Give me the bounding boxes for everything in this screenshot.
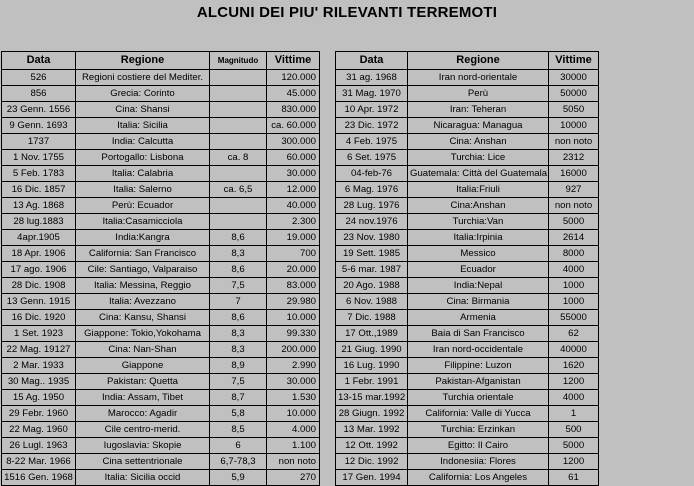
cell-vittime: 40000 (549, 342, 599, 358)
cell-data: 30 Mag.. 1935 (2, 374, 76, 390)
table-row (336, 470, 599, 486)
cell-data: 31 Mag. 1970 (336, 86, 408, 102)
cell-vittime: 927 (549, 182, 599, 198)
cell-magnitudo: 8,6 (210, 262, 267, 278)
cell-data: 23 Genn. 1556 (2, 102, 76, 118)
table-row (336, 214, 599, 230)
table-row (336, 438, 599, 454)
cell-data: 8-22 Mar. 1966 (2, 454, 76, 470)
cell-regione: Italia: Calabria (76, 166, 210, 182)
cell-regione: India:Kangra (76, 230, 210, 246)
header-vittime: Vittime (549, 52, 599, 70)
table-row (2, 374, 320, 390)
cell-vittime: 5000 (549, 214, 599, 230)
cell-data: 04-feb-76 (336, 166, 408, 182)
cell-regione: Iran nord-orientale (408, 70, 549, 86)
table-row (336, 326, 599, 342)
cell-regione: California: Valle di Yucca (408, 406, 549, 422)
table-row (2, 182, 320, 198)
cell-data: 13 Ag. 1868 (2, 198, 76, 214)
cell-regione: Guatemala: Città del Guatemala (408, 166, 549, 182)
cell-magnitudo (210, 102, 267, 118)
cell-vittime: 1.530 (267, 390, 320, 406)
cell-vittime: 5000 (549, 438, 599, 454)
cell-magnitudo: 8,9 (210, 358, 267, 374)
cell-regione: Perù: Ecuador (76, 198, 210, 214)
cell-magnitudo: 6 (210, 438, 267, 454)
cell-magnitudo: ca. 6,5 (210, 182, 267, 198)
table-row (336, 246, 599, 262)
table-row (2, 166, 320, 182)
cell-data: 10 Apr. 1972 (336, 102, 408, 118)
cell-regione: Egitto: Il Cairo (408, 438, 549, 454)
cell-regione: India: Assam, Tibet (76, 390, 210, 406)
cell-vittime: 4.000 (267, 422, 320, 438)
cell-data: 29 Febr. 1960 (2, 406, 76, 422)
cell-vittime: non noto (549, 134, 599, 150)
cell-data: 1 Nov. 1755 (2, 150, 76, 166)
cell-regione: Iran nord-occidentale (408, 342, 549, 358)
cell-data: 4apr.1905 (2, 230, 76, 246)
table-row (336, 198, 599, 214)
cell-regione: Cile centro-merid. (76, 422, 210, 438)
cell-vittime: 1 (549, 406, 599, 422)
cell-data: 12 Dic. 1992 (336, 454, 408, 470)
cell-magnitudo (210, 118, 267, 134)
table-row (336, 262, 599, 278)
table-row (2, 422, 320, 438)
cell-data: 856 (2, 86, 76, 102)
cell-regione: Armenia (408, 310, 549, 326)
cell-data: 28 Lug. 1976 (336, 198, 408, 214)
cell-magnitudo (210, 214, 267, 230)
cell-regione: Italia: Salerno (76, 182, 210, 198)
cell-regione: California: Los Angeles (408, 470, 549, 486)
table-row (2, 310, 320, 326)
cell-regione: Regioni costiere del Mediter. (76, 70, 210, 86)
cell-regione: Italia: Sicilia (76, 118, 210, 134)
table-row (2, 470, 320, 486)
table-row (2, 390, 320, 406)
cell-data: 2 Mar. 1933 (2, 358, 76, 374)
cell-regione: Filippine: Luzon (408, 358, 549, 374)
cell-data: 12 Ott. 1992 (336, 438, 408, 454)
cell-magnitudo: 8,3 (210, 326, 267, 342)
header-regione: Regione (408, 52, 549, 70)
table-row (336, 454, 599, 470)
cell-data: 24 nov.1976 (336, 214, 408, 230)
cell-magnitudo: 8,6 (210, 310, 267, 326)
cell-data: 1 Febr. 1991 (336, 374, 408, 390)
cell-data: 16 Dic. 1857 (2, 182, 76, 198)
table-row (2, 358, 320, 374)
cell-vittime: 2.990 (267, 358, 320, 374)
cell-vittime: 1200 (549, 374, 599, 390)
table-row (336, 182, 599, 198)
cell-vittime: 4000 (549, 390, 599, 406)
header-data: Data (2, 52, 76, 70)
cell-magnitudo: 5,9 (210, 470, 267, 486)
cell-data: 23 Dic. 1972 (336, 118, 408, 134)
cell-data: 16 Dic. 1920 (2, 310, 76, 326)
cell-vittime: 16000 (549, 166, 599, 182)
cell-vittime: 1000 (549, 294, 599, 310)
cell-vittime: 10.000 (267, 406, 320, 422)
table-row (336, 230, 599, 246)
cell-vittime: 83.000 (267, 278, 320, 294)
cell-data: 17 ago. 1906 (2, 262, 76, 278)
cell-vittime: 1000 (549, 278, 599, 294)
cell-regione: Italia:Irpinia (408, 230, 549, 246)
cell-vittime: 50000 (549, 86, 599, 102)
cell-data: 21 Giug. 1990 (336, 342, 408, 358)
cell-regione: Nicaragua: Managua (408, 118, 549, 134)
cell-regione: Iran: Teheran (408, 102, 549, 118)
cell-regione: Italia: Avezzano (76, 294, 210, 310)
cell-regione: India: Calcutta (76, 134, 210, 150)
cell-regione: Portogallo: Lisbona (76, 150, 210, 166)
table-row (336, 358, 599, 374)
cell-regione: Perù (408, 86, 549, 102)
header-row (2, 52, 320, 70)
cell-regione: Ecuador (408, 262, 549, 278)
cell-regione: Italia: Messina, Reggio (76, 278, 210, 294)
table-row (336, 86, 599, 102)
table-row (336, 118, 599, 134)
cell-vittime: 830.000 (267, 102, 320, 118)
table-row (336, 374, 599, 390)
cell-regione: Pakistan: Quetta (76, 374, 210, 390)
table-row (2, 214, 320, 230)
cell-magnitudo (210, 166, 267, 182)
cell-vittime: 2.300 (267, 214, 320, 230)
header-vittime: Vittime (267, 52, 320, 70)
cell-magnitudo: 5,8 (210, 406, 267, 422)
cell-regione: California: San Francisco (76, 246, 210, 262)
header-regione: Regione (76, 52, 210, 70)
cell-regione: Cina settentrionale (76, 454, 210, 470)
cell-vittime: 29.980 (267, 294, 320, 310)
table-row (336, 278, 599, 294)
cell-magnitudo (210, 198, 267, 214)
table-row (2, 342, 320, 358)
cell-vittime: ca. 60.000 (267, 118, 320, 134)
cell-vittime: 500 (549, 422, 599, 438)
cell-data: 1 Set. 1923 (2, 326, 76, 342)
cell-data: 13-15 mar.1992 (336, 390, 408, 406)
cell-data: 4 Feb. 1975 (336, 134, 408, 150)
cell-vittime: 55000 (549, 310, 599, 326)
table-row (2, 454, 320, 470)
cell-data: 20 Ago. 1988 (336, 278, 408, 294)
cell-vittime: 10.000 (267, 310, 320, 326)
cell-data: 15 Ag. 1950 (2, 390, 76, 406)
cell-vittime: 2614 (549, 230, 599, 246)
cell-magnitudo (210, 86, 267, 102)
cell-data: 19 Sett. 1985 (336, 246, 408, 262)
table-row (336, 70, 599, 86)
table-row (2, 70, 320, 86)
cell-vittime: 61 (549, 470, 599, 486)
cell-vittime: 10000 (549, 118, 599, 134)
cell-vittime: 1200 (549, 454, 599, 470)
cell-regione: Indonesiia: Flores (408, 454, 549, 470)
cell-data: 28 Dic. 1908 (2, 278, 76, 294)
table-row (336, 406, 599, 422)
cell-magnitudo: 7,5 (210, 278, 267, 294)
table-row (2, 326, 320, 342)
cell-regione: Italia:Friuli (408, 182, 549, 198)
cell-data: 9 Genn. 1693 (2, 118, 76, 134)
cell-regione: Italia:Casamicciola (76, 214, 210, 230)
table-row (2, 150, 320, 166)
table-row (2, 102, 320, 118)
cell-data: 16 Lug. 1990 (336, 358, 408, 374)
cell-vittime: 270 (267, 470, 320, 486)
cell-regione: Cile: Santiago, Valparaiso (76, 262, 210, 278)
cell-vittime: 300.000 (267, 134, 320, 150)
table-row (336, 390, 599, 406)
table-row (336, 342, 599, 358)
cell-vittime: non noto (549, 198, 599, 214)
cell-data: 6 Set. 1975 (336, 150, 408, 166)
cell-data: 26 Lugl. 1963 (2, 438, 76, 454)
cell-regione: Turchia:Van (408, 214, 549, 230)
cell-regione: Cina: Birmania (408, 294, 549, 310)
cell-magnitudo (210, 134, 267, 150)
cell-vittime: 700 (267, 246, 320, 262)
cell-data: 1516 Gen. 1968 (2, 470, 76, 486)
cell-vittime: 1.100 (267, 438, 320, 454)
cell-vittime: 30000 (549, 70, 599, 86)
cell-regione: Cina: Kansu, Shansi (76, 310, 210, 326)
cell-vittime: 1620 (549, 358, 599, 374)
cell-data: 28 Giugn. 1992 (336, 406, 408, 422)
cell-magnitudo: 8,7 (210, 390, 267, 406)
cell-magnitudo: 8,3 (210, 342, 267, 358)
table-row (336, 166, 599, 182)
table-row (2, 406, 320, 422)
table-row (336, 294, 599, 310)
earthquakes-table-left (1, 51, 320, 486)
cell-data: 17 Ott.,1989 (336, 326, 408, 342)
cell-vittime: 4000 (549, 262, 599, 278)
table-row (2, 294, 320, 310)
cell-regione: Turchia: Erzinkan (408, 422, 549, 438)
cell-vittime: 5050 (549, 102, 599, 118)
cell-magnitudo: 8,6 (210, 230, 267, 246)
header-row (336, 52, 599, 70)
cell-vittime: 62 (549, 326, 599, 342)
cell-regione: Cina: Shansi (76, 102, 210, 118)
page-title: ALCUNI DEI PIU' RILEVANTI TERREMOTI (196, 4, 498, 21)
cell-vittime: 19.000 (267, 230, 320, 246)
table-row (336, 422, 599, 438)
cell-regione: Baia di San Francisco (408, 326, 549, 342)
cell-vittime: 120.000 (267, 70, 320, 86)
cell-vittime: 30.000 (267, 166, 320, 182)
table-row (2, 198, 320, 214)
table-row (2, 118, 320, 134)
cell-regione: Cina:Anshan (408, 198, 549, 214)
table-row (336, 150, 599, 166)
cell-data: 6 Mag. 1976 (336, 182, 408, 198)
cell-magnitudo (210, 70, 267, 86)
header-magnitudo: Magnitudo (210, 52, 267, 70)
cell-data: 526 (2, 70, 76, 86)
table-row (2, 278, 320, 294)
cell-regione: Cina: Nan-Shan (76, 342, 210, 358)
cell-regione: India:Nepal (408, 278, 549, 294)
cell-data: 5 Feb. 1783 (2, 166, 76, 182)
table-row (2, 86, 320, 102)
table-row (2, 230, 320, 246)
table-row (2, 134, 320, 150)
cell-vittime: 60.000 (267, 150, 320, 166)
cell-vittime: 8000 (549, 246, 599, 262)
cell-vittime: 200.000 (267, 342, 320, 358)
cell-data: 17 Gen. 1994 (336, 470, 408, 486)
cell-regione: Giappone (76, 358, 210, 374)
cell-regione: Cina: Anshan (408, 134, 549, 150)
cell-vittime: 40.000 (267, 198, 320, 214)
cell-regione: Turchia: Lice (408, 150, 549, 166)
header-data: Data (336, 52, 408, 70)
cell-data: 6 Nov. 1988 (336, 294, 408, 310)
earthquakes-table-right (335, 51, 599, 486)
cell-data: 5-6 mar. 1987 (336, 262, 408, 278)
cell-regione: Grecia: Corinto (76, 86, 210, 102)
table-row (336, 134, 599, 150)
cell-regione: Pakistan-Afganistan (408, 374, 549, 390)
table-row (2, 438, 320, 454)
cell-data: 23 Nov. 1980 (336, 230, 408, 246)
table-row (2, 262, 320, 278)
cell-regione: Marocco: Agadir (76, 406, 210, 422)
cell-vittime: non noto (267, 454, 320, 470)
cell-regione: Messico (408, 246, 549, 262)
cell-magnitudo: 6,7-78,3 (210, 454, 267, 470)
cell-magnitudo: 8,5 (210, 422, 267, 438)
cell-data: 22 Mag. 1960 (2, 422, 76, 438)
cell-data: 1737 (2, 134, 76, 150)
cell-vittime: 30.000 (267, 374, 320, 390)
cell-magnitudo: 8,3 (210, 246, 267, 262)
table-row (2, 246, 320, 262)
cell-regione: Iugoslavia: Skopie (76, 438, 210, 454)
cell-vittime: 12.000 (267, 182, 320, 198)
cell-vittime: 99.330 (267, 326, 320, 342)
cell-data: 28 lug.1883 (2, 214, 76, 230)
cell-data: 18 Apr. 1906 (2, 246, 76, 262)
table-row (336, 310, 599, 326)
cell-data: 13 Mar. 1992 (336, 422, 408, 438)
cell-vittime: 45.000 (267, 86, 320, 102)
table-row (336, 102, 599, 118)
cell-regione: Italia: Sicilia occid (76, 470, 210, 486)
cell-vittime: 20.000 (267, 262, 320, 278)
cell-magnitudo: 7,5 (210, 374, 267, 390)
cell-data: 13 Genn. 1915 (2, 294, 76, 310)
cell-regione: Giappone: Tokio,Yokohama (76, 326, 210, 342)
cell-data: 31 ag. 1968 (336, 70, 408, 86)
cell-regione: Turchia orientale (408, 390, 549, 406)
cell-data: 22 Mag. 19127 (2, 342, 76, 358)
cell-magnitudo: 7 (210, 294, 267, 310)
cell-data: 7 Dic. 1988 (336, 310, 408, 326)
cell-magnitudo: ca. 8 (210, 150, 267, 166)
cell-vittime: 2312 (549, 150, 599, 166)
